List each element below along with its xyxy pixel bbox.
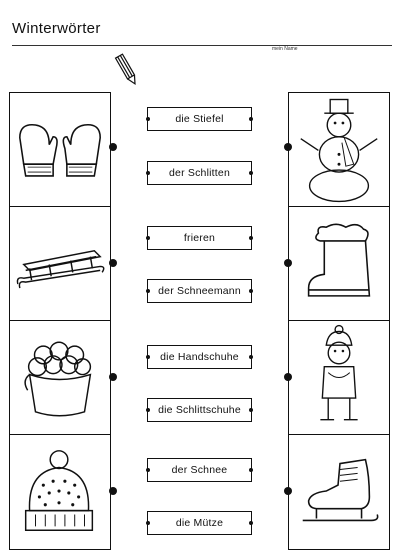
match-dot-left[interactable] xyxy=(109,487,117,495)
mittens-icon xyxy=(10,93,110,206)
word-label: die Schlittschuhe xyxy=(158,404,241,416)
word-label: die Stiefel xyxy=(175,113,224,125)
knit-hat-icon xyxy=(10,435,110,549)
match-dot-right[interactable] xyxy=(284,259,292,267)
word-label: frieren xyxy=(183,232,216,244)
picture-cell-snowball-bucket xyxy=(9,320,111,434)
match-dot-left[interactable] xyxy=(109,259,117,267)
word-label: der Schlitten xyxy=(169,167,230,179)
word-label: der Schnee xyxy=(171,464,228,476)
picture-cell-snowman xyxy=(288,92,390,206)
ice-skate-icon xyxy=(289,435,389,549)
picture-cell-sled xyxy=(9,206,111,320)
match-dot-right[interactable] xyxy=(284,373,292,381)
match-dot-right[interactable] xyxy=(284,143,292,151)
word-box[interactable] xyxy=(147,107,252,131)
winter-boot-icon xyxy=(289,207,389,320)
snowman-icon xyxy=(289,93,389,206)
word-box[interactable] xyxy=(147,458,252,482)
freezing-child-icon xyxy=(289,321,389,434)
pencil-icon xyxy=(114,52,140,88)
picture-cell-freezing-child xyxy=(288,320,390,434)
word-box[interactable] xyxy=(147,345,252,369)
worksheet-title: Winterwörter xyxy=(12,20,101,37)
picture-cell-knit-hat xyxy=(9,434,111,550)
word-box[interactable] xyxy=(147,161,252,185)
match-dot-left[interactable] xyxy=(109,373,117,381)
right-picture-column xyxy=(288,92,390,550)
match-dot-right[interactable] xyxy=(284,487,292,495)
word-box[interactable] xyxy=(147,226,252,250)
picture-cell-mittens xyxy=(9,92,111,206)
sled-icon xyxy=(10,207,110,320)
word-box[interactable] xyxy=(147,279,252,303)
word-label: der Schneemann xyxy=(158,285,241,297)
name-line[interactable] xyxy=(12,45,392,46)
left-picture-column xyxy=(9,92,111,550)
word-label: die Mütze xyxy=(175,517,224,529)
picture-cell-winter-boot xyxy=(288,206,390,320)
word-box[interactable] xyxy=(147,511,252,535)
word-label: die Handschuhe xyxy=(160,351,239,363)
picture-cell-ice-skate xyxy=(288,434,390,550)
word-box[interactable] xyxy=(147,398,252,422)
match-dot-left[interactable] xyxy=(109,143,117,151)
snowball-bucket-icon xyxy=(10,321,110,434)
name-label: mein Name xyxy=(272,46,298,52)
